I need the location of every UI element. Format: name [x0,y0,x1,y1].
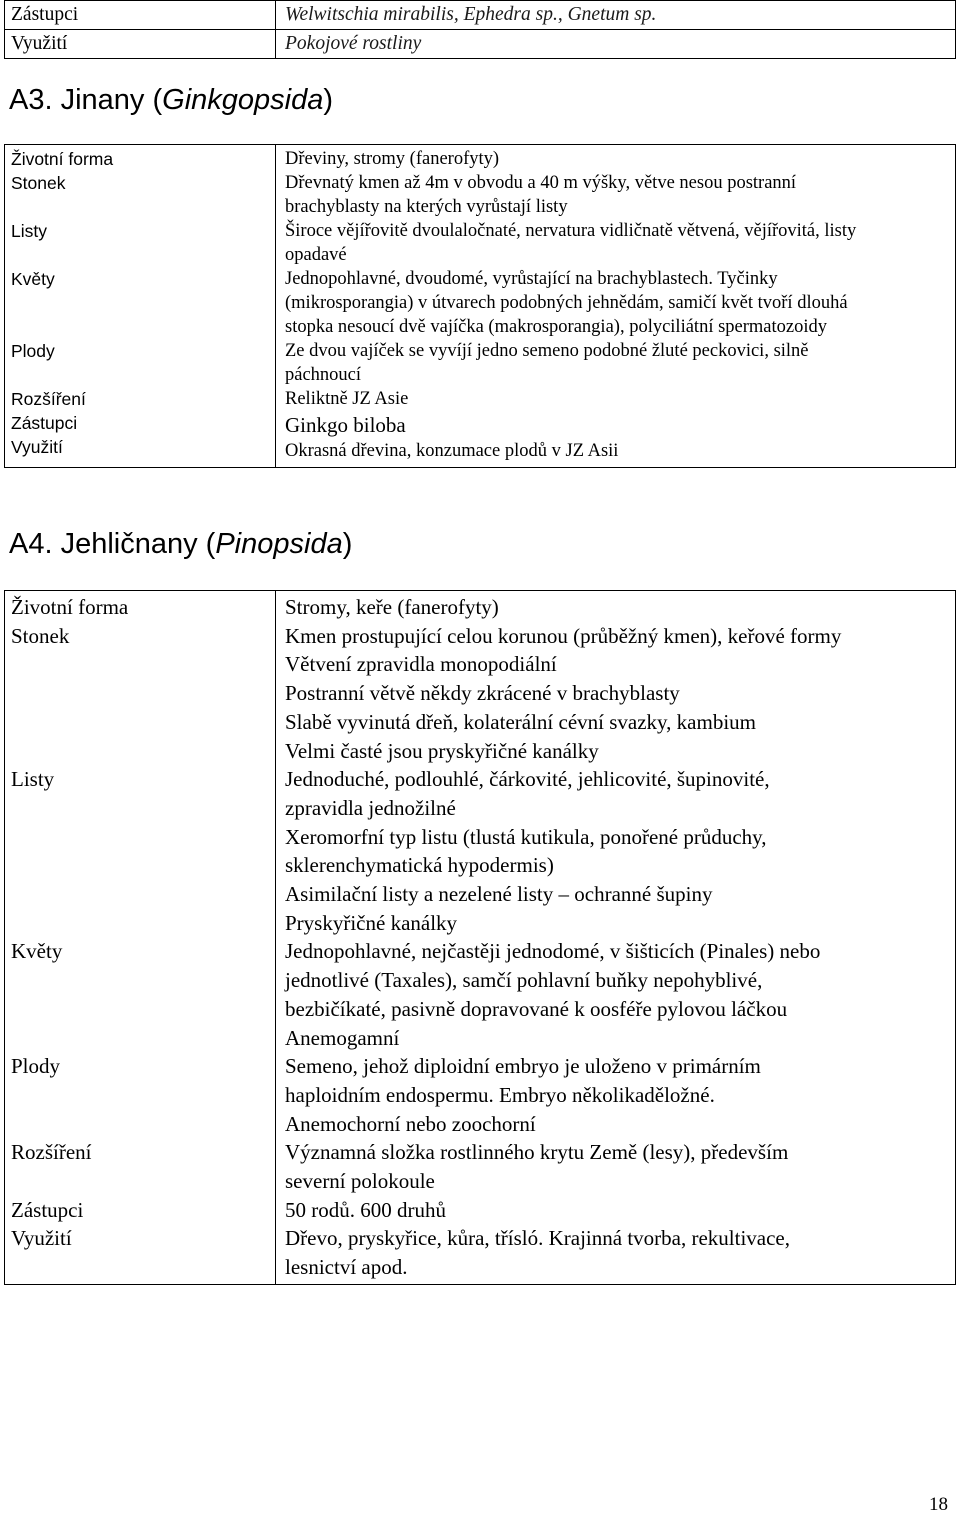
uses-text: Okrasná dřevina, konzumace plodů v JZ Asii [285,441,619,461]
heading-suffix: ) [323,84,334,116]
row-value: Welwitschia mirabilis, Ephedra sp., Gnetum sp. [276,1,956,30]
leaves-text: Pryskyřičné kanálky [285,910,458,935]
flowers-text: bezbičíkaté, pasivně dopravované k oosféře pylovou láčkou [285,996,788,1021]
spacer [11,851,269,880]
row-label: Životní forma [11,149,114,169]
row-label-cell [5,591,276,1285]
spacer [11,995,269,1024]
row-label: Stonek [11,173,66,193]
row-label [11,195,269,219]
spacer [11,243,269,267]
flowers-text: Anemogamní [285,1025,400,1050]
stem-text: Větvení zpravidla monopodiální [285,652,557,677]
table-row [5,1,956,30]
row-label-cell [5,145,276,468]
distribution-text: Významná složka rostlinného krytu Země (lesy), především [285,1140,789,1165]
spacer [11,1110,269,1139]
flowers-text: Jednopohlavné, dvoudomé, vyrůstající na brachyblastech. Tyčinky [285,269,778,289]
flowers-text: (mikrosporangia) v útvarech podobných jehnědám, samičí květ tvoří dlouhá [285,293,848,313]
life-form-text: Dřeviny, stromy (fanerofyty) [285,149,500,169]
leaves-text: Asimilační listy a nezelené listy – ochranné šupiny [285,882,713,907]
stem-text: Slabě vyvinutá dřeň, kolaterální cévní svazky, kambium [285,709,757,734]
leaves-text: Široce vějířovitě dvoulaločnaté, nervatura vidličnatě větvená, vějířovitá, listy [285,221,857,241]
flowers-text: Jednopohlavné, nejčastěji jednodomé, v šišticích (Pinales) nebo [285,939,821,964]
spacer [11,291,269,315]
row-value-cell [276,591,956,1285]
fruits-text: Anemochorní nebo zoochorní [285,1111,536,1136]
row-label: Listy [11,767,55,792]
stem-text: Kmen prostupující celou korunou (průběžný kmen), keřové formy [285,623,842,648]
row-label: Listy [11,221,47,241]
leaves-text: zpravidla jednožilné [285,795,456,820]
spacer [11,650,269,679]
ginkgopsida-table [4,144,956,468]
fruits-text: Ze dvou vajíček se vyvíjí jedno semeno podobné žluté peckovici, silně [285,341,809,361]
spacer [11,737,269,766]
spacer [11,1167,269,1196]
spacer [11,363,269,387]
section-heading-a4 [9,528,352,561]
fruits-text: haploidním endospermu. Embryo několikaděložné. [285,1082,715,1107]
representatives-text: 50 rodů. 600 druhů [285,1197,446,1222]
uses-text: lesnictví apod. [285,1255,408,1280]
spacer [11,909,269,938]
row-label: Zástupci [11,1197,84,1222]
row-value-cell [276,145,956,468]
distribution-text: severní polokoule [285,1169,435,1194]
flowers-text: jednotlivé (Taxales), samčí pohlavní buňky nepohyblivé, [285,968,763,993]
leaves-text: sklerenchymatická hypodermis) [285,853,554,878]
gnetopsida-table-tail [4,0,956,59]
row-label: Stonek [11,623,70,648]
spacer [11,1081,269,1110]
spacer [11,794,269,823]
row-label: Rozšíření [11,389,86,409]
row-label: Životní forma [11,595,129,619]
spacer [11,1253,269,1282]
heading-suffix: ) [342,528,353,560]
table-row [5,591,956,1285]
fruits-text: Semeno, jehož diploidní embryo je uloženo v primárním [285,1054,761,1079]
section-heading-a3 [9,84,333,117]
spacer [11,1024,269,1053]
stem-text: Postranní větvě někdy zkrácené v brachyblasty [285,681,680,706]
stem-text: Dřevnatý kmen až 4m v obvodu a 40 m výšky, větve nesou postranní [285,173,797,193]
spacer [11,880,269,909]
life-form-text: Stromy, keře (fanerofyty) [285,595,499,619]
spacer [11,708,269,737]
stem-text: Velmi časté jsou pryskyřičné kanálky [285,738,599,763]
stem-text: brachyblasty na kterých vyrůstají listy [285,197,568,217]
leaves-text: Jednoduché, podlouhlé, čárkovité, jehlicovité, šupinovité, [285,767,770,792]
table-row [5,145,956,468]
row-label: Využití [11,1226,72,1251]
table-row [5,30,956,59]
spacer [11,823,269,852]
heading-taxon: Pinopsida [215,528,343,560]
heading-taxon: Ginkgopsida [162,84,324,116]
pinopsida-table [4,590,956,1285]
row-label: Rozšíření [11,1140,92,1165]
row-label: Plody [11,1054,61,1079]
leaves-text: opadavé [285,245,347,265]
representatives-text: Ginkgo biloba [285,413,406,437]
leaves-text: Xeromorfní typ listu (tlustá kutikula, ponořené průduchy, [285,824,767,849]
row-label: Využití [5,30,276,59]
spacer [11,315,269,339]
row-label: Zástupci [11,413,78,433]
fruits-text: páchnoucí [285,365,362,385]
row-label: Květy [11,269,55,289]
heading-prefix: A4. Jehličnany ( [9,528,216,560]
row-label: Využití [11,437,63,457]
spacer [11,966,269,995]
row-label: Plody [11,341,55,361]
flowers-text: stopka nesoucí dvě vajíčka (makrosporangia), polyciliátní spermatozoidy [285,317,827,337]
row-label: Květy [11,939,63,964]
heading-prefix: A3. Jinany ( [9,84,163,116]
row-label: Zástupci [5,1,276,30]
uses-text: Dřevo, pryskyřice, kůra, třísló. Krajinná tvorba, rekultivace, [285,1226,790,1251]
spacer [11,679,269,708]
distribution-text: Reliktně JZ Asie [285,389,409,409]
row-value: Pokojové rostliny [276,30,956,59]
page-number: 18 [929,1494,948,1515]
